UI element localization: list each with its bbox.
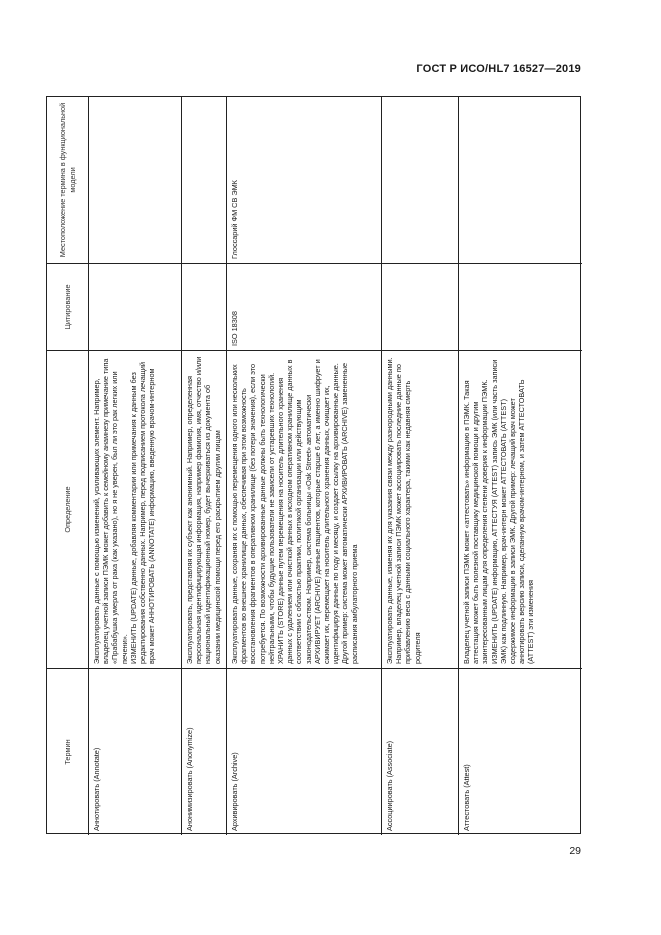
table-row xyxy=(459,97,582,835)
table-header-row xyxy=(47,97,89,835)
citation-cell xyxy=(382,263,458,350)
header-definition: Определение xyxy=(47,350,88,668)
citation-cell xyxy=(89,263,181,350)
definition-paragraph: Владелец учетной записи ПЭМК может «аттестовать» информацию в ПЭМК. Такая аттестация может быть полезной поставщику медицинской помощи и другим заинтересованным лицам для определения степени доверия к информации ПЭМК. xyxy=(462,379,490,664)
rotated-table-content xyxy=(47,97,582,835)
header-citation: Цитирование xyxy=(47,263,88,350)
citation-cell xyxy=(182,263,226,350)
table-row xyxy=(182,97,227,835)
definition-paragraph: ИЗМЕНИТЬ (UPDATE) данные, добавляя комментарии или примечания к данным без редактирования собственно данных. Например, перед подписанием протокола лечащий врач может АННОТИРОВАТЬ (ANNOTATE) информацию, введенную врачом-интерном xyxy=(128,362,157,664)
location-cell xyxy=(382,97,458,263)
term-cell: Аннотировать (Annotate) xyxy=(89,668,181,835)
definition-paragraph: Эксплуатировать данные, изменяя их для указания связи между разнородными данными. Например, владелец учетной записи ПЭМК может ассоциировать последние данные по прибавлению веса с данными социального характера, такими как недавняя смерть родителя xyxy=(385,357,422,664)
definition-paragraph: Эксплуатировать данные, сохраняя их с помощью перемещения одного или нескольких фрагментов во внешнее хранилище данных, обеспечивая при этом возможность восстановления фрагментов в оперативном хранилище (без потери значения), если это потребуется. По возможности архивированные данные должны быть технологически нейтральными, чтобы будущие пользователи не зависели от устаревших технологий. xyxy=(230,363,276,664)
table-row xyxy=(227,97,382,835)
location-cell xyxy=(182,97,226,263)
location-cell: Глоссарий ФМ СВ ЭМК xyxy=(230,180,239,259)
term-cell: Анонимизировать (Anonymize) xyxy=(182,668,226,835)
definition-cell xyxy=(382,350,458,668)
terms-table xyxy=(46,96,581,834)
term-cell: Ассоциировать (Associate) xyxy=(382,668,458,835)
table-row xyxy=(89,97,182,835)
citation-cell xyxy=(459,263,582,350)
definition-cell xyxy=(89,350,181,668)
location-cell xyxy=(459,97,582,263)
header-location: Местоположение термина в функциональной модели xyxy=(58,102,77,258)
header-term: Термин xyxy=(47,668,88,835)
definition-paragraph: Эксплуатировать, представляя их субъект как анонимный. Например, определенная персональная идентифицирующая информация, например фамилия, имя, отчество и/или национальный идентификационный номер, будет вычеркиваться из документа об оказании медицинской помощи перед его раскрытием другим лицам xyxy=(185,356,222,664)
definition-paragraph: ИЗМЕНИТЬ (UPDATE) информацию, АТТЕСТУЯ (ATTEST) запись ЭМК (или часть записи ЭМК) как подлинную. Например, врач-интерн может АТТЕСТОВАТЬ (ATTEST) содержимое информации в записи ЭМК. Другой пример: лечащий врач может аннотировать версию записи, сделанную врачом-интерном, и затем АТТЕСТОВАТЬ (ATTEST) эти изменения xyxy=(489,359,536,664)
page-number: 29 xyxy=(569,845,581,857)
term-cell: Аттестовать (Attest) xyxy=(459,668,582,835)
citation-cell: ISO 18308 xyxy=(227,263,381,350)
document-header: ГОСТ Р ИСО/HL7 16527—2019 xyxy=(416,63,581,75)
definition-cell xyxy=(227,350,381,668)
location-cell xyxy=(89,97,181,263)
definition-paragraph: Эксплуатировать данные с помощью изменений, усиливающих элемент. Например, владелец учетной записи ПЭМК может добавить к семейному анамнезу примечание типа «Прабабушка умерла от рака (как указано), но я не уверен, был ли это рак легких или печени». xyxy=(92,358,129,664)
table-row xyxy=(382,97,459,835)
definition-cell xyxy=(459,350,582,668)
definition-paragraph: ХРАНИТЬ (STORE) данные путем перемещения на носитель длительного хранения данных с удалением или очисткой данных в исходном оперативном хранилище данных в соответствии с областью практики, политикой организации или действующим законодательством. Например, система больницы «Oak Street» автоматически АРХИВИРУЕТ (ARCHIVE) данные пациентов, которые старше 6 лет, а именно шифрует и сжимает их, перемещает на носитель длительного хранения данных, очищает их, идентифицируя данные по году и месяцу, и создает ссылку на архивированные данные. Другой пример: система может автоматически АРХИВИРОВАТЬ (ARCHIVE) замененные расписания амбулаторного приема xyxy=(276,359,359,664)
definition-cell xyxy=(182,350,226,668)
term-cell: Архивировать (Archive) xyxy=(227,668,381,835)
